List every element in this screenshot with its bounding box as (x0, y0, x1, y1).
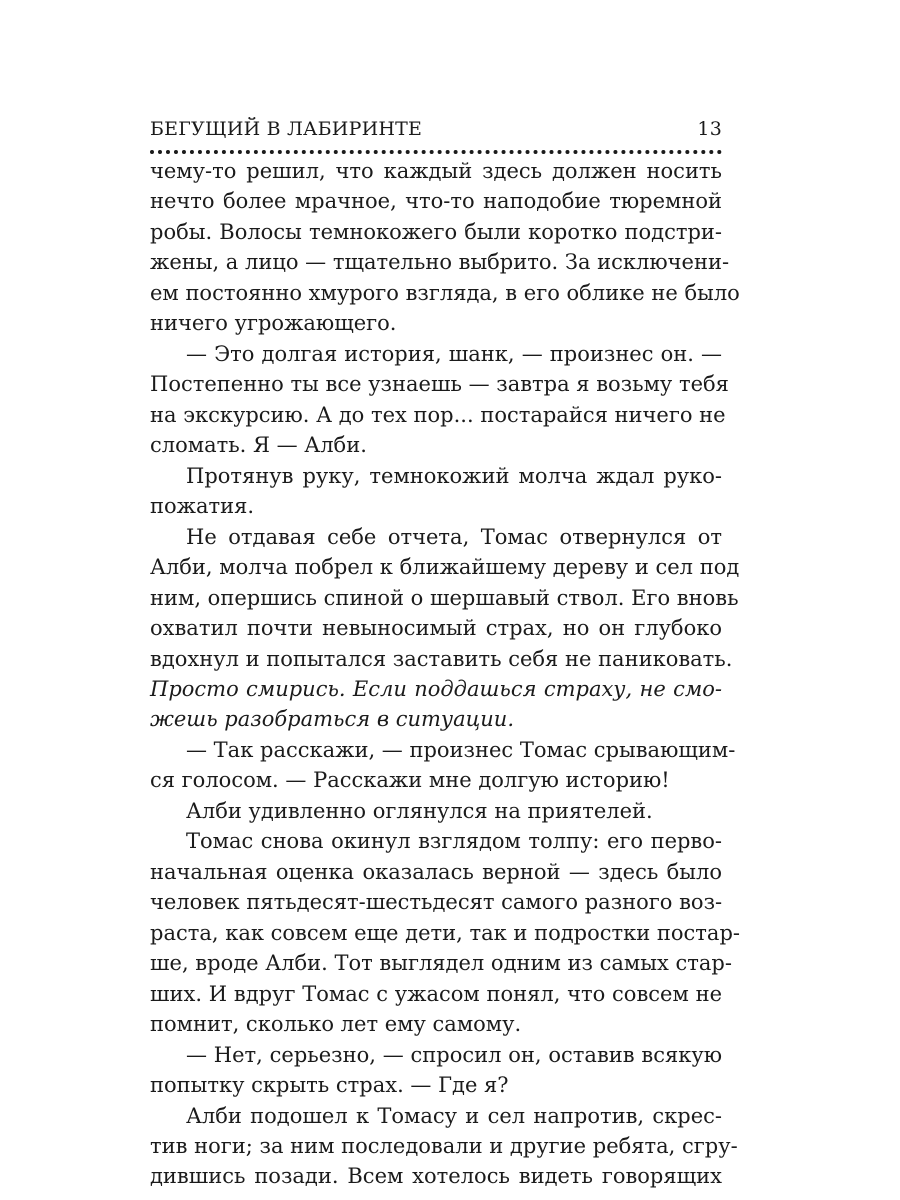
text-line: Не отдавая себе отчета, Томас отвернулся от (186, 524, 722, 549)
text-line: Постепенно ты все узнаешь — завтра я возьму тебя (150, 372, 729, 397)
text-line: — Так расскажи, — произнес Томас срывающим- (186, 737, 736, 762)
body-text (150, 156, 740, 1192)
text-line: ших. И вдруг Томас с ужасом понял, что совсем не (150, 981, 722, 1006)
text-line: Алби удивленно оглянулся на приятелей. (186, 798, 653, 823)
text-line: жены, а лицо — тщательно выбрито. За исключени- (150, 250, 730, 275)
text-line: помнит, сколько лет ему самому. (150, 1012, 522, 1037)
text-line: — Нет, серьезно, — спросил он, оставив всякую (186, 1042, 722, 1067)
text-line: Алби, молча побрел к ближайшему дереву и сел под (150, 555, 740, 580)
text-line: Томас снова окинул взглядом толпу: его перво- (186, 829, 722, 854)
text-line: ним, опершись спиной о шершавый ствол. Его вновь (150, 585, 739, 610)
text-line: раста, как совсем еще дети, так и подростки постар- (150, 920, 740, 945)
book-title: БЕГУЩИЙ В ЛАБИРИНТЕ (150, 118, 423, 140)
dotted-rule (150, 150, 722, 154)
text-line: Протянув руку, темнокожий молча ждал руко- (186, 463, 722, 488)
text-line: чему-то решил, что каждый здесь должен носить (150, 159, 722, 183)
text-line: ничего угрожающего. (150, 311, 397, 336)
text-line: — Это долгая история, шанк, — произнес он. — (186, 341, 722, 366)
text-line: попытку скрыть страх. — Где я? (150, 1073, 509, 1098)
text-line: Просто смирись. Если поддашься страху, не смо- (150, 676, 722, 701)
text-line: на экскурсию. А до тех пор... постарайся ничего не (150, 402, 726, 427)
text-line: ем постоянно хмурого взгляда, в его облике не было (150, 280, 740, 305)
text-line: начальная оценка оказалась верной — здесь было (150, 859, 722, 884)
text-line: дившись позади. Всем хотелось видеть говорящих (150, 1164, 722, 1189)
text-line: тив ноги; за ним последовали и другие ребята, сгру- (150, 1134, 738, 1158)
page-number: 13 (697, 118, 722, 140)
running-header (150, 118, 722, 148)
text-line: Алби подошел к Томасу и сел напротив, скрес- (186, 1103, 722, 1128)
text-line: ше, вроде Алби. Тот выглядел одним из самых стар- (150, 951, 732, 976)
text-line: сломать. Я — Алби. (150, 433, 367, 458)
text-line: жешь разобраться в ситуации. (150, 707, 515, 732)
text-line: вдохнул и попытался заставить себя не паниковать. (150, 646, 733, 671)
text-line: ся голосом. — Расскажи мне долгую историю! (150, 768, 670, 793)
text-line: робы. Волосы темнокожего были коротко подстри- (150, 219, 722, 244)
text-line: охватил почти невыносимый страх, но он глубоко (150, 616, 722, 641)
text-line: пожатия. (150, 494, 255, 519)
text-line: человек пятьдесят-шестьдесят самого разного воз- (150, 890, 723, 915)
text-line: нечто более мрачное, что-то наподобие тюремной (150, 189, 722, 214)
